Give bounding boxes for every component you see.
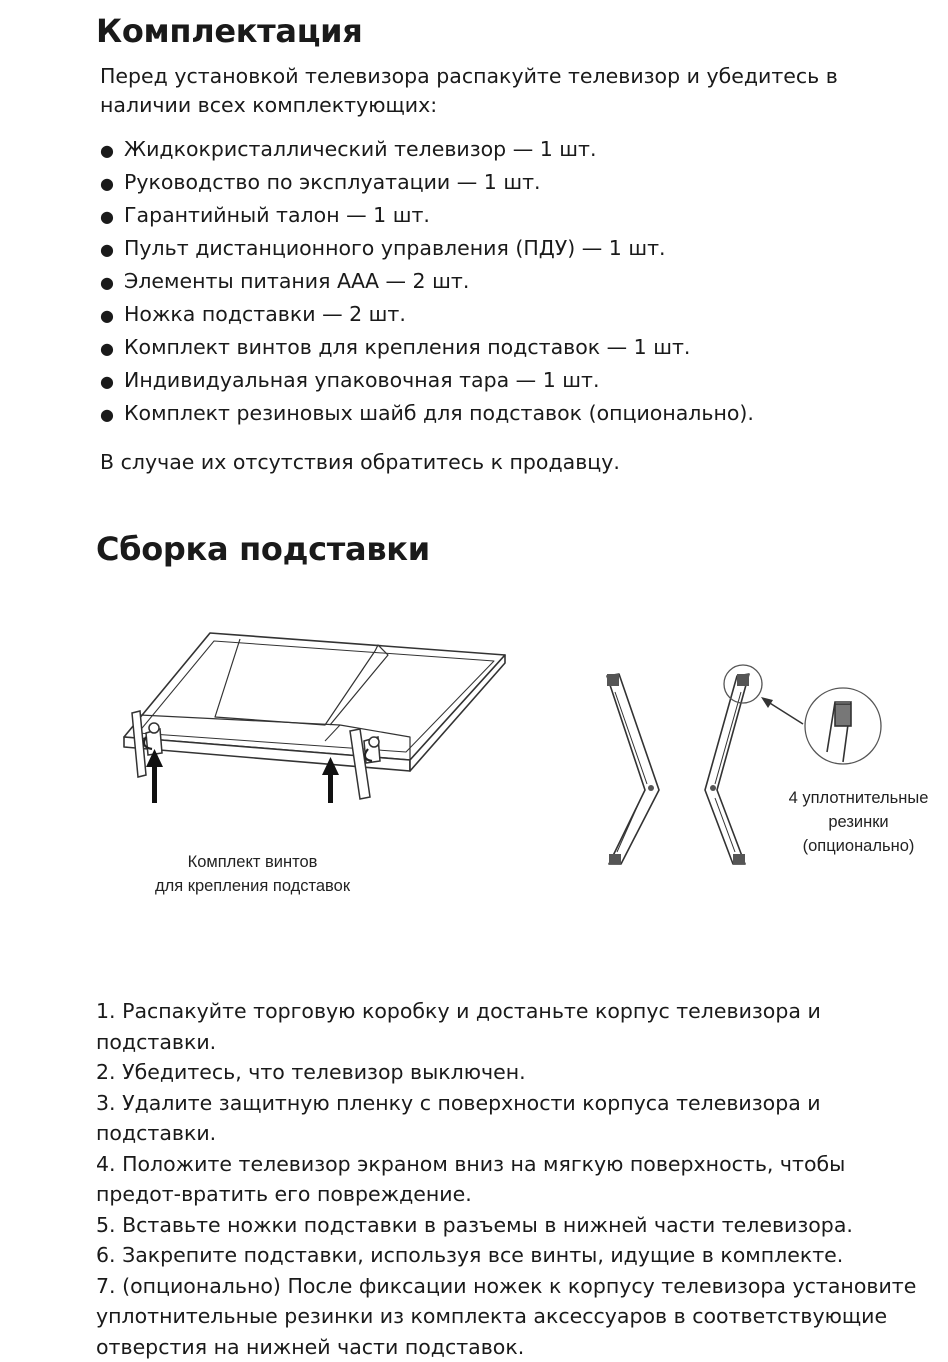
list-item-text: Комплект резиновых шайб для подставок (опционально).: [124, 401, 754, 425]
bullet-icon: ●: [100, 134, 124, 167]
assembly-steps-list: [96, 996, 936, 1362]
bullet-icon: ●: [100, 167, 124, 200]
list-item: [100, 265, 754, 298]
tv-stand-illustration: [110, 625, 520, 810]
list-item-text: Элементы питания ААА — 2 шт.: [124, 269, 469, 293]
contents-list: [100, 133, 754, 430]
bullet-icon: ●: [100, 200, 124, 233]
bullet-icon: ●: [100, 233, 124, 266]
bullet-icon: ●: [100, 299, 124, 332]
step-item: 4. Положите телевизор экраном вниз на мягкую поверхность, чтобы предот-вратить его повреждение.: [96, 1149, 936, 1210]
step-item: 1. Распакуйте торговую коробку и достаньте корпус телевизора и подставки.: [96, 996, 936, 1057]
list-item-text: Комплект винтов для крепления подставок — 1 шт.: [124, 335, 690, 359]
caption-line: (опционально): [776, 834, 941, 858]
bullet-icon: ●: [100, 365, 124, 398]
list-item: [100, 133, 754, 166]
screws-caption: [130, 850, 375, 898]
section-title-contents: Комплектация: [96, 12, 363, 50]
list-item-text: Руководство по эксплуатации — 1 шт.: [124, 170, 541, 194]
intro-paragraph: Перед установкой телевизора распакуйте телевизор и убедитесь в наличии всех комплектующих:: [100, 62, 930, 120]
list-item: [100, 331, 754, 364]
list-item: [100, 364, 754, 397]
step-item: 5. Вставьте ножки подставки в разъемы в нижней части телевизора.: [96, 1210, 936, 1241]
list-item: [100, 232, 754, 265]
caption-line: для крепления подставок: [130, 874, 375, 898]
step-item: 2. Убедитесь, что телевизор выключен.: [96, 1057, 936, 1088]
list-item-text: Жидкокристаллический телевизор — 1 шт.: [124, 137, 597, 161]
bullet-icon: ●: [100, 266, 124, 299]
caption-line: резинки: [776, 810, 941, 834]
step-item: 3. Удалите защитную пленку с поверхности корпуса телевизора и подставки.: [96, 1088, 936, 1149]
contents-note: В случае их отсутствия обратитесь к продавцу.: [100, 450, 620, 474]
list-item-text: Ножка подставки — 2 шт.: [124, 302, 406, 326]
list-item-text: Индивидуальная упаковочная тара — 1 шт.: [124, 368, 599, 392]
list-item: [100, 199, 754, 232]
bullet-icon: ●: [100, 332, 124, 365]
caption-line: 4 уплотнительные: [776, 786, 941, 810]
section-title-stand-assembly: Сборка подставки: [96, 530, 430, 568]
caption-line: Комплект винтов: [130, 850, 375, 874]
list-item: [100, 397, 754, 430]
step-item: 6. Закрепите подставки, используя все винты, идущие в комплекте.: [96, 1240, 936, 1271]
bullet-icon: ●: [100, 398, 124, 431]
list-item-text: Пульт дистанционного управления (ПДУ) — 1 шт.: [124, 236, 666, 260]
step-item: 7. (опционально) После фиксации ножек к корпусу телевизора установите уплотнительные резинки из комплекта аксессуаров в соответствующие отверстия на нижней части подставок.: [96, 1271, 936, 1362]
rubber-pads-caption: [776, 786, 941, 858]
list-item: [100, 298, 754, 331]
list-item-text: Гарантийный талон — 1 шт.: [124, 203, 430, 227]
list-item: [100, 166, 754, 199]
